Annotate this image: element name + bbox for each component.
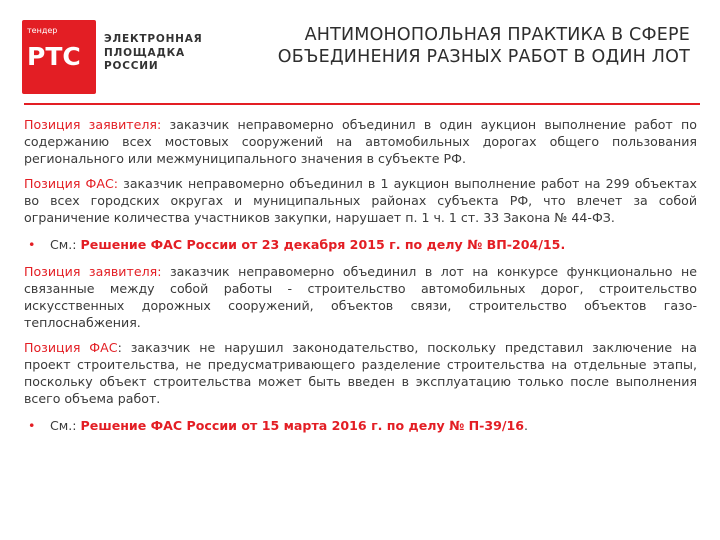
case1-fas-label: Позиция ФАС:	[24, 176, 119, 191]
logo-caption-line3: РОССИИ	[104, 60, 159, 72]
page-title	[278, 24, 690, 68]
logo-caption-line2: ПЛОЩАДКА	[104, 46, 185, 59]
bullet-icon: •	[28, 418, 36, 433]
case1-fas-paragraph	[24, 175, 697, 226]
case2-applicant-label: Позиция заявителя:	[24, 264, 162, 279]
case2-see-suffix: .	[524, 418, 529, 433]
slide-header	[0, 0, 720, 104]
case1-applicant-text: заказчик неправомерно объединил в один аукцион выполнение работ по содержанию всех мостовых сооружений на автомобильных дорогах общего пользования регионального или межмуниципального значения в субъекте РФ.	[24, 117, 697, 166]
rts-logo	[22, 20, 96, 94]
case1-applicant-label: Позиция заявителя:	[24, 117, 162, 132]
case2-fas-paragraph	[24, 339, 697, 407]
case2-applicant-text: заказчик неправомерно объединил в лот на конкурсе функционально не связанные между собой работы - строительство автомобильных дорог, строительство искусственных дорожных сооружений, объектов связи, строительство объектов газо-теплоснабжения.	[24, 264, 697, 330]
case1-decision-link[interactable]: Решение ФАС России от 23 декабря 2015 г. по делу № ВП-204/15.	[80, 237, 566, 252]
case1-applicant-paragraph	[24, 116, 697, 167]
case2-fas-text: заказчик не нарушил законодательство, поскольку представил заключение на проект строительства, не предусматривающего разделение строительства на отдельные этапы, поскольку объект строительства может быть введен в эксплуатацию только после выполнения всего объема работ.	[24, 340, 697, 406]
header-divider	[24, 103, 700, 105]
slide-content	[24, 116, 697, 444]
case2-fas-colon: :	[117, 340, 122, 355]
logo-caption-line1: ЭЛЕКТРОННАЯ	[104, 33, 203, 45]
page-title-line2: ОБЪЕДИНЕНИЯ РАЗНЫХ РАБОТ В ОДИН ЛОТ	[277, 47, 690, 67]
logo-tender-text: тендер	[27, 26, 58, 35]
case2-see-prefix: См.:	[50, 418, 81, 433]
page-title-line1: АНТИМОНОПОЛЬНАЯ ПРАКТИКА В СФЕРЕ	[304, 25, 690, 45]
case2-reference	[24, 417, 697, 434]
case1-fas-text: заказчик неправомерно объединил в 1 аукцион выполнение работ на 299 объектах во всех городских округах и муниципальных районах субъекта РФ, что влечет за собой ограничение количества участников закупки, нарушает п. 1 ч. 1 ст. 33 Закона № 44-ФЗ.	[24, 176, 697, 225]
case1-see-prefix: См.:	[50, 237, 81, 252]
logo-caption	[104, 33, 203, 74]
case2-applicant-paragraph	[24, 263, 697, 331]
logo-rts-text: РТС	[27, 42, 81, 71]
case1-reference	[24, 236, 697, 253]
case2-decision-link[interactable]: Решение ФАС России от 15 марта 2016 г. по делу № П-39/16	[80, 418, 525, 433]
bullet-icon: •	[28, 237, 36, 252]
case2-fas-label: Позиция ФАС	[24, 340, 118, 355]
